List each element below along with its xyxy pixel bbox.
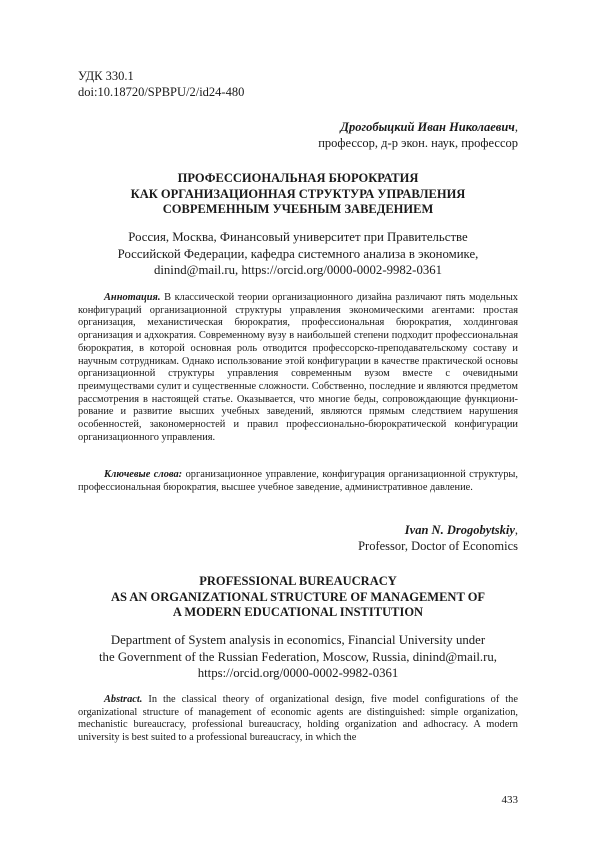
author-name-ru: Дрогобыцкий Иван Николаевич [340,120,515,134]
affiliation-ru [78,229,518,279]
affiliation-line: the Government of the Russian Federation, Moscow, Russia, dinind@mail.ru, [98,649,497,664]
author-block-en [78,522,518,554]
keywords-label-ru: Ключевые слова: [104,469,183,480]
title-line: AS AN ORGANIZATIONAL STRUCTURE OF MANAGEMENT OF [110,589,486,604]
udc-code: УДК 330.1 [78,69,134,83]
author-name-separator-ru: , [514,120,518,134]
article-meta [78,68,518,100]
author-position-en: Professor, Doctor of Economics [358,539,518,553]
affiliation-line: Department of System analysis in economics, Financial University under [110,633,486,647]
abstract-ru [78,292,518,444]
affiliation-line: Россия, Москва, Финансовый университет при Правительстве [128,230,468,244]
title-line: ПРОФЕССИОНАЛЬНАЯ БЮРОКРАТИЯ [177,171,419,185]
author-block-ru [78,119,518,151]
title-line: A MODERN EDUCATIONAL INSTITUTION [172,605,424,619]
affiliation-line: https://orcid.org/0000-0002-9982-0361 [197,666,399,680]
author-name-en: Ivan N. Drogobytskiy [404,523,515,537]
article-title-ru [78,171,518,218]
abstract-en [78,694,518,745]
abstract-label-ru: Аннотация. [104,292,161,303]
keywords-ru [78,469,518,494]
page-number: 433 [501,794,518,806]
author-name-separator-en: , [514,523,518,537]
abstract-label-en: Abstract. [104,694,143,705]
affiliation-en [78,632,518,682]
title-line: КАК ОРГАНИЗАЦИОННАЯ СТРУКТУРА УПРАВЛЕНИЯ [130,186,466,201]
author-position-ru: профессор, д-р экон. наук, профессор [318,136,518,150]
affiliation-line: Российской Федерации, кафедра системного анализа в экономике, [117,246,479,261]
abstract-text-ru: В классической теории организационного дизайна различают пять модельных конфигураций организационной структуры управления экономическими агентами: простая организация, механистическая бюрократия, профессиональная бюрократия, холдинговая организация и адхократия. Современному вузу в наибольшей степени подходит профессиональная бюрократия, в которой основная роль отводится профессорско-преподавательскому составу и научным сотрудникам. Однако использование этой конфигурации в качестве практической основы организационной структуры управления современным вузом вместе с очевидными преимуществами сулит и существенные сложности. Собственно, последние и являются предметом рассмотрения в настоящей статье. Оказывается, что многие беды, сопровождающие функционирование и развитие высших учебных заведений, являются прямым следствием нарушения особенностей, закономерностей и правил профессионально-бюрократической конфигурации организационного управления. [78,292,518,443]
title-line: PROFESSIONAL BUREAUCRACY [199,574,397,588]
abstract-text-en: In the classical theory of organizational design, five model configurations of the organizational structure of management of economic agents are distinguished: simple organization, mechanistic bureaucracy, professional bureaucracy, holding organization and adhocracy. A modern university is best suited to a professional bureaucracy, in which the [78,694,518,744]
title-line: СОВРЕМЕННЫМ УЧЕБНЫМ ЗАВЕДЕНИЕМ [162,202,434,216]
keywords-text-ru: организационное управление, конфигурация организационной структуры, профессиональная бюрократия, высшее учебное заведение, административное давление. [78,469,518,493]
article-title-en [78,574,518,621]
doi-link[interactable]: doi:10.18720/SPBPU/2/id24-480 [78,85,245,99]
affiliation-line: dinind@mail.ru, https://orcid.org/0000-0002-9982-0361 [153,263,443,277]
